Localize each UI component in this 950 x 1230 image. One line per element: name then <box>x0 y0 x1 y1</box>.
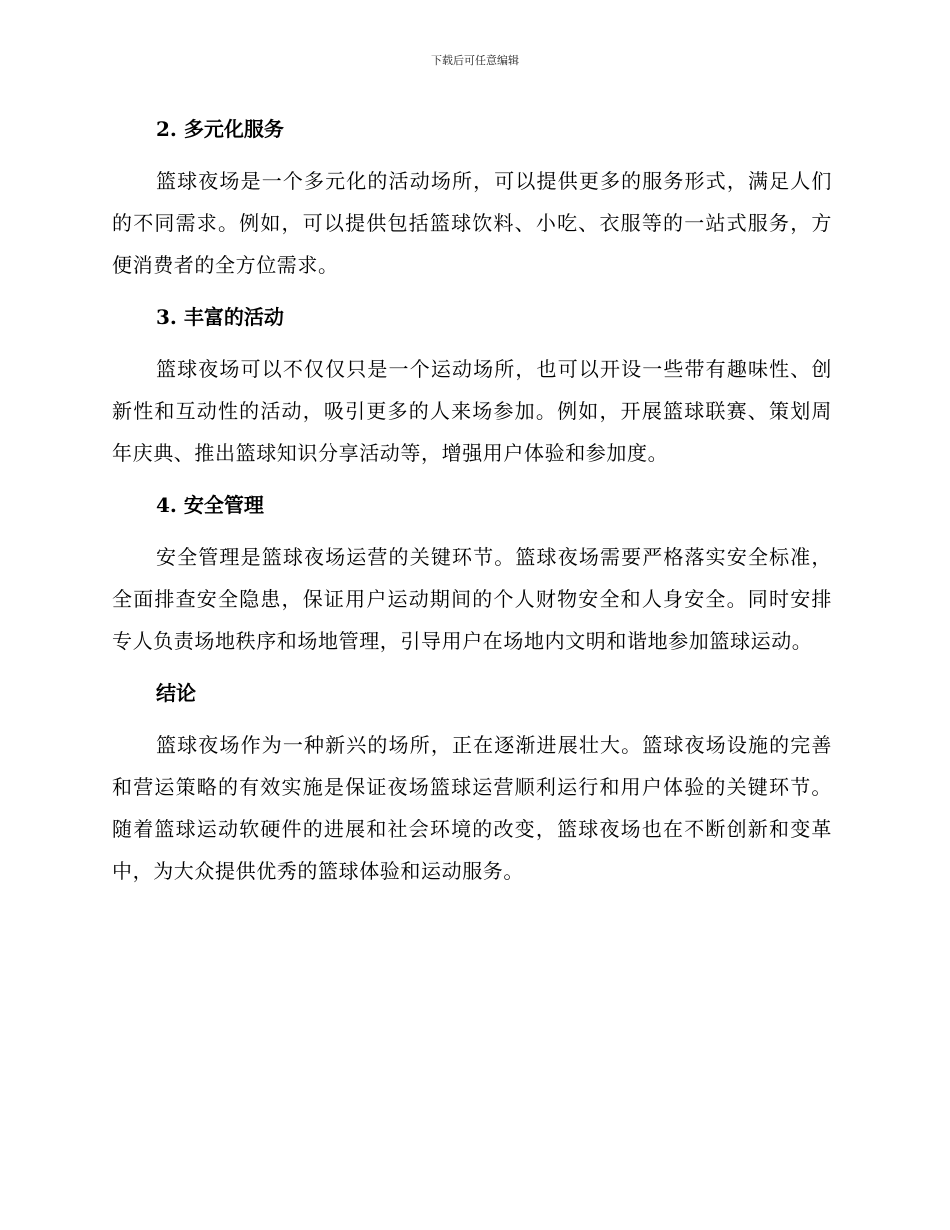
section-heading: 结论 <box>156 681 196 705</box>
document-body <box>112 108 832 902</box>
page-header: 下载后可任意编辑 <box>431 54 519 67</box>
section-heading: 2. 多元化服务 <box>156 117 284 141</box>
section-heading: 3. 丰富的活动 <box>156 305 284 329</box>
section-paragraph: 篮球夜场可以不仅仅只是一个运动场所，也可以开设一些带有趣味性、创新性和互动性的活动，吸引更多的人来场参加。例如，开展篮球联赛、策划周年庆典、推出篮球知识分享活动等，增强用户体验和参加度。 <box>112 357 832 465</box>
section-paragraph: 安全管理是篮球夜场运营的关键环节。篮球夜场需要严格落实安全标准，全面排查安全隐患，保证用户运动期间的个人财物安全和人身安全。同时安排专人负责场地秩序和场地管理，引导用户在场地内文明和谐地参加篮球运动。 <box>112 545 832 653</box>
section-rich-activities <box>112 296 832 474</box>
section-safety-management <box>112 484 832 662</box>
section-conclusion <box>112 672 832 892</box>
section-paragraph: 篮球夜场作为一种新兴的场所，正在逐渐进展壮大。篮球夜场设施的完善和营运策略的有效实施是保证夜场篮球运营顺利运行和用户体验的关键环节。随着篮球运动软硬件的进展和社会环境的改变，篮球夜场也在不断创新和变革中，为大众提供优秀的篮球体验和运动服务。 <box>112 733 832 883</box>
section-paragraph: 篮球夜场是一个多元化的活动场所，可以提供更多的服务形式，满足人们的不同需求。例如，可以提供包括篮球饮料、小吃、衣服等的一站式服务，方便消费者的全方位需求。 <box>112 169 832 277</box>
section-heading: 4. 安全管理 <box>156 493 264 517</box>
section-diversified-services <box>112 108 832 286</box>
